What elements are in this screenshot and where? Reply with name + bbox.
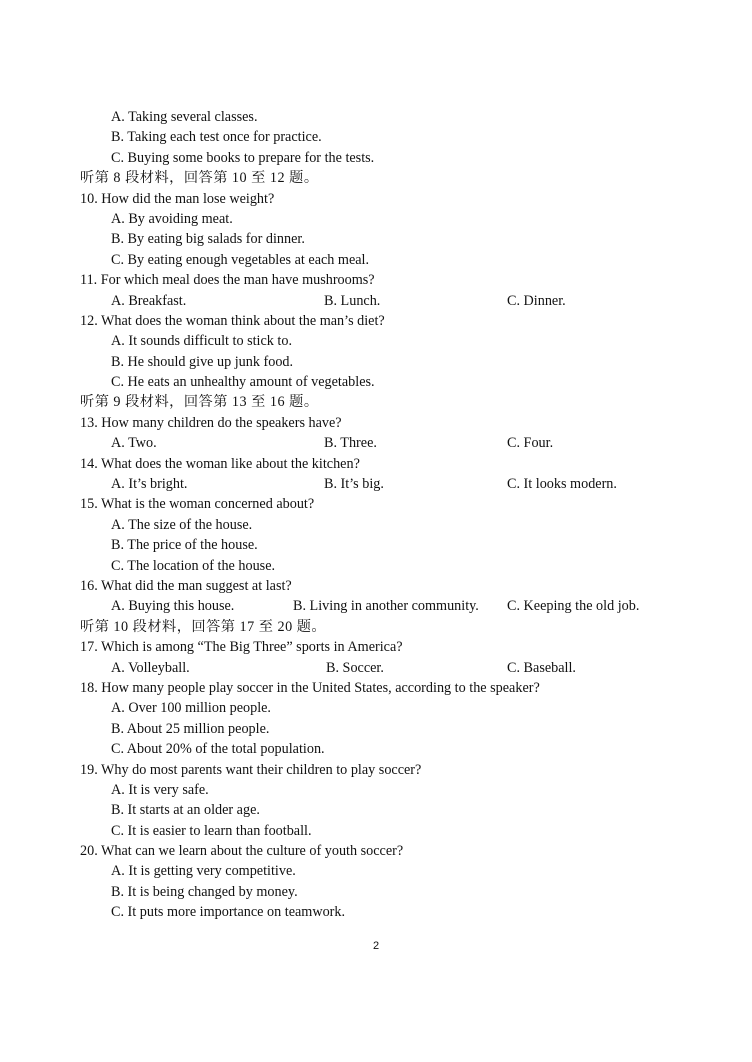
option-text: A. It’s bright.	[111, 476, 188, 493]
option-row	[80, 596, 680, 616]
question-stem: 10. How did the man lose weight?	[80, 190, 275, 207]
option-text: A. Buying this house.	[111, 598, 235, 615]
option-text: C. Dinner.	[507, 292, 566, 309]
option-text: A. Taking several classes.	[111, 109, 258, 125]
option-text: C. By eating enough vegetables at each meal.	[111, 251, 370, 268]
question-stem: 16. What did the man suggest at last?	[80, 577, 292, 594]
option-text: A. The size of the house.	[111, 516, 253, 533]
page-number: 2	[372, 940, 380, 952]
option-row	[80, 474, 680, 494]
option-text: B. It’s big.	[324, 476, 384, 493]
section-instruction: 听第 9 段材料，回答第 13 至 16 题。	[80, 394, 319, 411]
listening-questions	[80, 107, 680, 923]
option-text: B. About 25 million people.	[111, 720, 270, 737]
option-text: A. Over 100 million people.	[111, 700, 271, 717]
option-text: C. It looks modern.	[507, 476, 617, 493]
question-stem: 15. What is the woman concerned about?	[80, 496, 315, 513]
option-text: A. Volleyball.	[111, 659, 190, 676]
option-text: A. Two.	[111, 435, 157, 452]
option-text: B. Three.	[324, 435, 377, 452]
question-stem: 13. How many children do the speakers have?	[80, 414, 342, 431]
section-instruction: 听第 8 段材料，回答第 10 至 12 题。	[80, 170, 319, 187]
option-text: B. Taking each test once for practice.	[111, 129, 322, 146]
question-stem: 17. Which is among “The Big Three” sports in America?	[80, 639, 403, 656]
question-stem: 18. How many people play soccer in the United States, according to the speaker?	[80, 679, 540, 696]
question-stem: 14. What does the woman like about the kitchen?	[80, 455, 360, 472]
option-text: B. By eating big salads for dinner.	[111, 231, 305, 248]
question-stem: 19. Why do most parents want their children to play soccer?	[80, 761, 422, 778]
question-stem: 11. For which meal does the man have mushrooms?	[80, 272, 375, 289]
option-text: A. Breakfast.	[111, 292, 187, 309]
option-text: A. It is getting very competitive.	[111, 863, 296, 880]
option-text: C. Four.	[507, 435, 554, 452]
option-row	[80, 291, 680, 311]
option-text: C. He eats an unhealthy amount of vegetables.	[111, 374, 375, 391]
option-row	[80, 433, 680, 453]
option-text: C. Baseball.	[507, 659, 576, 676]
question-stem: 20. What can we learn about the culture of youth soccer?	[80, 843, 404, 860]
option-text: C. Buying some books to prepare for the tests.	[111, 149, 375, 166]
question-stem: 12. What does the woman think about the man’s diet?	[80, 312, 385, 329]
option-text: A. It is very safe.	[111, 781, 209, 798]
option-text: C. About 20% of the total population.	[111, 741, 325, 758]
option-text: B. It is being changed by money.	[111, 883, 298, 900]
option-text: B. He should give up junk food.	[111, 353, 294, 370]
option-text: C. The location of the house.	[111, 557, 276, 574]
option-text: C. It is easier to learn than football.	[111, 822, 312, 839]
option-text: B. Living in another community.	[293, 598, 479, 615]
section-instruction: 听第 10 段材料，回答第 17 至 20 题。	[80, 618, 327, 635]
option-row	[80, 658, 680, 678]
option-text: B. Soccer.	[326, 659, 384, 676]
option-text: A. It sounds difficult to stick to.	[111, 333, 293, 350]
option-text: A. By avoiding meat.	[111, 210, 233, 227]
option-text: B. It starts at an older age.	[111, 802, 260, 819]
option-text: C. Keeping the old job.	[507, 598, 640, 615]
option-text: B. The price of the house.	[111, 537, 258, 554]
option-text: C. It puts more importance on teamwork.	[111, 904, 346, 921]
option-text: B. Lunch.	[324, 292, 381, 309]
